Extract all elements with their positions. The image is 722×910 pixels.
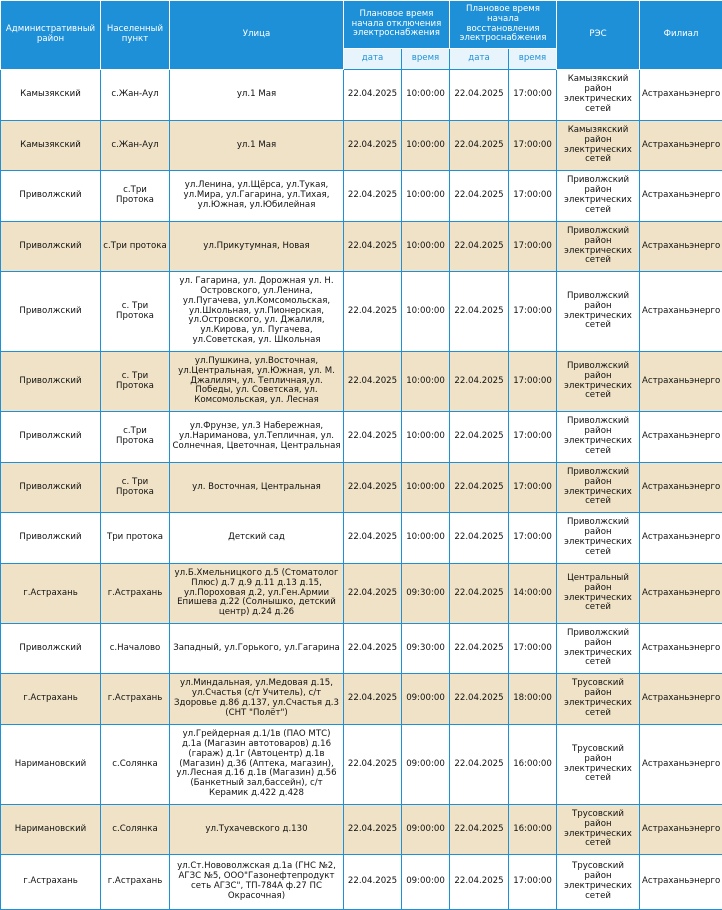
cell-street: ул. Восточная, Центральная bbox=[170, 463, 344, 513]
cell-district: Наримановский bbox=[1, 805, 101, 855]
cell-on-time: 17:00:00 bbox=[509, 171, 557, 222]
cell-off-date: 22.04.2025 bbox=[344, 171, 402, 222]
header-res: РЭС bbox=[557, 1, 640, 70]
cell-on-time: 16:00:00 bbox=[509, 805, 557, 855]
cell-res: Приволжский район электрических сетей bbox=[557, 513, 640, 564]
header-restore-start: Плановое время начала восстановления электроснабжения bbox=[450, 1, 557, 49]
cell-branch: Астраханьэнерго bbox=[640, 121, 722, 171]
table-row bbox=[1, 725, 722, 805]
cell-street: ул.Грейдерная д.1/1в (ПАО МТС) д.1а (Магазин автотоваров) д.16 (гараж) д.1г (Автоцентр) д.1в (Магазин) д.36 (Аптека, магазин), ул.Лесная д.16 д.1в (Магазин) д.56 (Банкетный зал,бассейн), с/т Керамик д.422 д.428 bbox=[170, 725, 344, 805]
cell-res: Приволжский район электрических сетей bbox=[557, 222, 640, 272]
cell-on-date: 22.04.2025 bbox=[450, 121, 509, 171]
cell-on-time: 17:00:00 bbox=[509, 121, 557, 171]
cell-on-date: 22.04.2025 bbox=[450, 70, 509, 121]
cell-on-time: 14:00:00 bbox=[509, 564, 557, 624]
cell-district: Приволжский bbox=[1, 412, 101, 463]
cell-off-date: 22.04.2025 bbox=[344, 352, 402, 412]
cell-branch: Астраханьэнерго bbox=[640, 412, 722, 463]
cell-res: Камызякский район электрических сетей bbox=[557, 121, 640, 171]
table-row bbox=[1, 805, 722, 855]
cell-on-time: 17:00:00 bbox=[509, 624, 557, 674]
cell-res: Приволжский район электрических сетей bbox=[557, 171, 640, 222]
cell-branch: Астраханьэнерго bbox=[640, 463, 722, 513]
cell-off-time: 10:00:00 bbox=[402, 352, 450, 412]
cell-on-date: 22.04.2025 bbox=[450, 564, 509, 624]
cell-street: ул.1 Мая bbox=[170, 70, 344, 121]
cell-res: Приволжский район электрических сетей bbox=[557, 463, 640, 513]
cell-on-date: 22.04.2025 bbox=[450, 513, 509, 564]
cell-locality: г.Астрахань bbox=[101, 564, 170, 624]
cell-res: Центральный район электрических сетей bbox=[557, 564, 640, 624]
cell-branch: Астраханьэнерго bbox=[640, 70, 722, 121]
cell-district: г.Астрахань bbox=[1, 674, 101, 725]
cell-district: Камызякский bbox=[1, 121, 101, 171]
cell-locality: Три протока bbox=[101, 513, 170, 564]
cell-res: Приволжский район электрических сетей bbox=[557, 272, 640, 352]
table-row bbox=[1, 352, 722, 412]
table-row bbox=[1, 412, 722, 463]
cell-off-time: 10:00:00 bbox=[402, 222, 450, 272]
cell-off-date: 22.04.2025 bbox=[344, 412, 402, 463]
cell-locality: с.Жан-Аул bbox=[101, 70, 170, 121]
header-on-time: время bbox=[509, 49, 557, 70]
cell-off-time: 10:00:00 bbox=[402, 70, 450, 121]
cell-street: ул. Гагарина, ул. Дорожная ул. Н. Островского, ул.Ленина, ул.Пугачева, ул.Комсомольская, ул.Школьная, ул.Пионерская, ул.Островского, ул. Джалиля, ул.Кирова, ул. Пугачева, ул.Советская, ул. Школьная bbox=[170, 272, 344, 352]
cell-off-date: 22.04.2025 bbox=[344, 855, 402, 910]
cell-street: ул.Ленина, ул.Щёрса, ул.Тукая, ул.Мира, ул.Гагарина, ул.Тихая, ул.Южная, ул.Юбилейная bbox=[170, 171, 344, 222]
cell-off-time: 09:00:00 bbox=[402, 805, 450, 855]
cell-district: Приволжский bbox=[1, 171, 101, 222]
cell-branch: Астраханьэнерго bbox=[640, 564, 722, 624]
cell-branch: Астраханьэнерго bbox=[640, 272, 722, 352]
cell-district: Приволжский bbox=[1, 463, 101, 513]
cell-off-time: 10:00:00 bbox=[402, 121, 450, 171]
cell-on-date: 22.04.2025 bbox=[450, 272, 509, 352]
cell-off-time: 09:30:00 bbox=[402, 624, 450, 674]
table-row bbox=[1, 272, 722, 352]
header-locality: Населенный пункт bbox=[101, 1, 170, 70]
cell-on-date: 22.04.2025 bbox=[450, 171, 509, 222]
cell-branch: Астраханьэнерго bbox=[640, 222, 722, 272]
cell-off-date: 22.04.2025 bbox=[344, 805, 402, 855]
cell-on-time: 18:00:00 bbox=[509, 674, 557, 725]
cell-locality: с.Три Протока bbox=[101, 171, 170, 222]
cell-locality: с. Три Протока bbox=[101, 463, 170, 513]
cell-off-time: 09:00:00 bbox=[402, 725, 450, 805]
cell-off-date: 22.04.2025 bbox=[344, 121, 402, 171]
cell-on-time: 16:00:00 bbox=[509, 725, 557, 805]
cell-off-date: 22.04.2025 bbox=[344, 513, 402, 564]
cell-off-time: 09:00:00 bbox=[402, 674, 450, 725]
table-row bbox=[1, 855, 722, 910]
cell-on-time: 17:00:00 bbox=[509, 222, 557, 272]
cell-res: Трусовский район электрических сетей bbox=[557, 725, 640, 805]
cell-district: Приволжский bbox=[1, 513, 101, 564]
table-row bbox=[1, 513, 722, 564]
cell-on-time: 17:00:00 bbox=[509, 513, 557, 564]
cell-on-date: 22.04.2025 bbox=[450, 624, 509, 674]
cell-branch: Астраханьэнерго bbox=[640, 171, 722, 222]
cell-street: ул.Б.Хмельницкого д.5 (Стоматолог Плюс) д.7 д.9 д.11 д.13 д.15, ул.Пороховая д.2, ул.Ген.Армии Епишева д.22 (Солнышко, детский центр) д.24 д.26 bbox=[170, 564, 344, 624]
cell-res: Приволжский район электрических сетей bbox=[557, 624, 640, 674]
cell-on-date: 22.04.2025 bbox=[450, 674, 509, 725]
cell-locality: г.Астрахань bbox=[101, 674, 170, 725]
cell-off-time: 09:30:00 bbox=[402, 564, 450, 624]
cell-on-date: 22.04.2025 bbox=[450, 855, 509, 910]
cell-off-date: 22.04.2025 bbox=[344, 272, 402, 352]
cell-locality: г.Астрахань bbox=[101, 855, 170, 910]
cell-off-date: 22.04.2025 bbox=[344, 222, 402, 272]
cell-locality: с.Началово bbox=[101, 624, 170, 674]
cell-locality: с. Три Протока bbox=[101, 352, 170, 412]
header-off-time: время bbox=[402, 49, 450, 70]
cell-locality: с.Три протока bbox=[101, 222, 170, 272]
cell-res: Трусовский район электрических сетей bbox=[557, 855, 640, 910]
cell-street: ул.Миндальная, ул.Медовая д.15, ул.Счастья (с/т Учитель), с/т Здоровье д.86 д.137, ул.Счастья д.3 (СНТ "Полёт") bbox=[170, 674, 344, 725]
cell-branch: Астраханьэнерго bbox=[640, 513, 722, 564]
cell-off-time: 10:00:00 bbox=[402, 412, 450, 463]
cell-on-date: 22.04.2025 bbox=[450, 725, 509, 805]
cell-branch: Астраханьэнерго bbox=[640, 674, 722, 725]
cell-district: Приволжский bbox=[1, 624, 101, 674]
table-body bbox=[1, 70, 722, 910]
cell-branch: Астраханьэнерго bbox=[640, 805, 722, 855]
table-row bbox=[1, 564, 722, 624]
cell-branch: Астраханьэнерго bbox=[640, 725, 722, 805]
cell-res: Трусовский район электрических сетей bbox=[557, 674, 640, 725]
cell-off-time: 10:00:00 bbox=[402, 463, 450, 513]
cell-branch: Астраханьэнерго bbox=[640, 352, 722, 412]
header-off-date: дата bbox=[344, 49, 402, 70]
table-row bbox=[1, 463, 722, 513]
cell-street: ул.Фрунзе, ул.3 Набережная, ул.Нариманова, ул.Тепличная, ул. Солнечная, Цветочная, Центральная bbox=[170, 412, 344, 463]
cell-on-date: 22.04.2025 bbox=[450, 463, 509, 513]
cell-street: ул.1 Мая bbox=[170, 121, 344, 171]
cell-branch: Астраханьэнерго bbox=[640, 624, 722, 674]
cell-on-time: 17:00:00 bbox=[509, 352, 557, 412]
cell-street: Детский сад bbox=[170, 513, 344, 564]
cell-off-date: 22.04.2025 bbox=[344, 674, 402, 725]
cell-res: Приволжский район электрических сетей bbox=[557, 412, 640, 463]
table-row bbox=[1, 674, 722, 725]
cell-on-time: 17:00:00 bbox=[509, 272, 557, 352]
cell-off-date: 22.04.2025 bbox=[344, 725, 402, 805]
header-off-start: Плановое время начала отключения электроснабжения bbox=[344, 1, 450, 49]
cell-on-date: 22.04.2025 bbox=[450, 412, 509, 463]
table-row bbox=[1, 121, 722, 171]
cell-res: Камызякский район электрических сетей bbox=[557, 70, 640, 121]
cell-on-date: 22.04.2025 bbox=[450, 805, 509, 855]
header-branch: Филиал bbox=[640, 1, 722, 70]
cell-off-time: 10:00:00 bbox=[402, 272, 450, 352]
cell-on-time: 17:00:00 bbox=[509, 70, 557, 121]
cell-on-time: 17:00:00 bbox=[509, 412, 557, 463]
cell-res: Приволжский район электрических сетей bbox=[557, 352, 640, 412]
cell-on-time: 17:00:00 bbox=[509, 463, 557, 513]
header-on-date: дата bbox=[450, 49, 509, 70]
table-row bbox=[1, 624, 722, 674]
cell-off-time: 09:00:00 bbox=[402, 855, 450, 910]
cell-street: ул.Прикутумная, Новая bbox=[170, 222, 344, 272]
cell-locality: с.Солянка bbox=[101, 805, 170, 855]
cell-off-date: 22.04.2025 bbox=[344, 624, 402, 674]
cell-district: Приволжский bbox=[1, 352, 101, 412]
cell-off-time: 10:00:00 bbox=[402, 171, 450, 222]
cell-res: Трусовский район электрических сетей bbox=[557, 805, 640, 855]
cell-branch: Астраханьэнерго bbox=[640, 855, 722, 910]
cell-locality: с.Жан-Аул bbox=[101, 121, 170, 171]
header-street: Улица bbox=[170, 1, 344, 70]
cell-locality: с.Три Протока bbox=[101, 412, 170, 463]
cell-district: г.Астрахань bbox=[1, 564, 101, 624]
cell-district: г.Астрахань bbox=[1, 855, 101, 910]
cell-street: Западный, ул.Горького, ул.Гагарина bbox=[170, 624, 344, 674]
header-district: Административный район bbox=[1, 1, 101, 70]
table-row bbox=[1, 70, 722, 121]
cell-district: Приволжский bbox=[1, 272, 101, 352]
cell-locality: с. Три Протока bbox=[101, 272, 170, 352]
cell-on-date: 22.04.2025 bbox=[450, 352, 509, 412]
cell-off-date: 22.04.2025 bbox=[344, 463, 402, 513]
cell-off-date: 22.04.2025 bbox=[344, 564, 402, 624]
table-row bbox=[1, 171, 722, 222]
cell-locality: с.Солянка bbox=[101, 725, 170, 805]
cell-street: ул.Тухачевского д.130 bbox=[170, 805, 344, 855]
cell-off-date: 22.04.2025 bbox=[344, 70, 402, 121]
cell-street: ул.Пушкина, ул.Восточная, ул.Центральная, ул.Южная, ул. М. Джалиляч, ул. Тепличная,ул. Победы, ул. Советская, ул. Комсомольская, ул. Лесная bbox=[170, 352, 344, 412]
cell-district: Приволжский bbox=[1, 222, 101, 272]
cell-street: ул.Ст.Нововолжская д.1а (ГНС №2, АГЗС №5, ООО"Газонефтепродукт сеть АГЗС", ТП-784А ф.27 ПС Окрасочная) bbox=[170, 855, 344, 910]
cell-district: Камызякский bbox=[1, 70, 101, 121]
cell-off-time: 10:00:00 bbox=[402, 513, 450, 564]
cell-on-time: 17:00:00 bbox=[509, 855, 557, 910]
cell-district: Наримановский bbox=[1, 725, 101, 805]
table-row bbox=[1, 222, 722, 272]
cell-on-date: 22.04.2025 bbox=[450, 222, 509, 272]
